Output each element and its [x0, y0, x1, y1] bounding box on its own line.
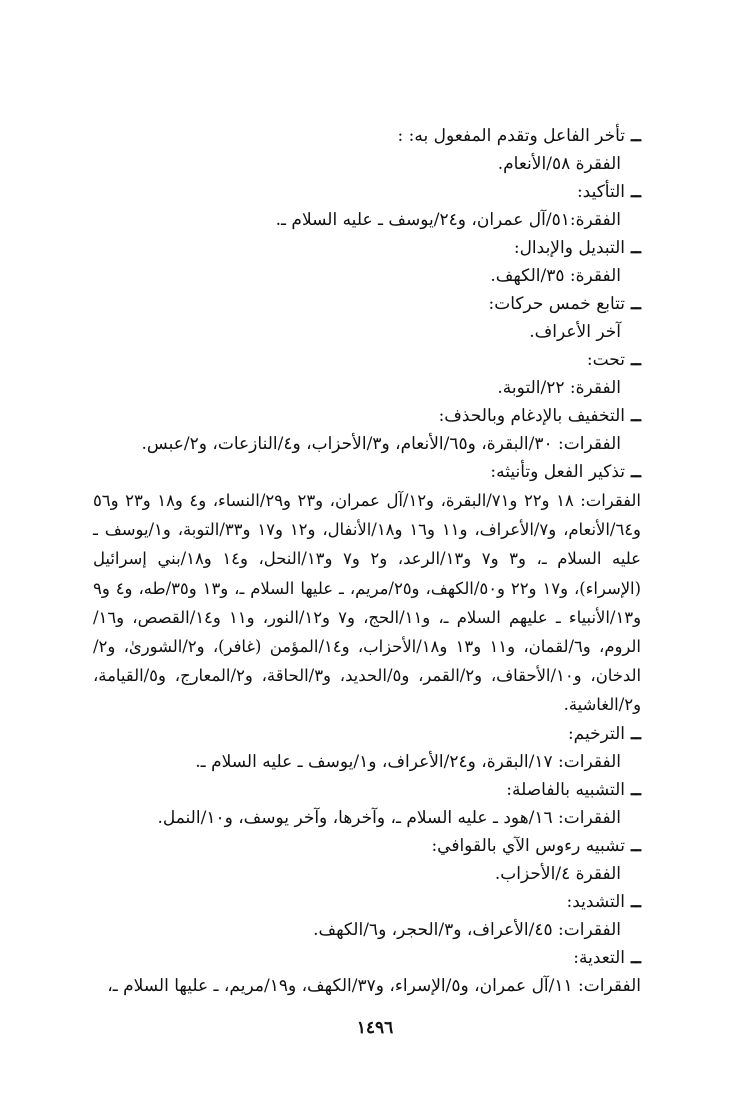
entry-heading-text: تشبيه رءوس الآي بالقوافي:: [431, 835, 626, 856]
index-entry: [93, 346, 641, 402]
entry-heading: [93, 888, 641, 916]
entry-heading: [93, 832, 641, 860]
index-entry: [93, 234, 641, 290]
entry-reference: الفقرات: ١١/آل عمران، و٥/الإسراء، و٣٧/الكهف، و١٩/مريم، ـ عليها السلام ـ،: [107, 975, 641, 996]
dash-bullet: ــ: [631, 350, 641, 370]
dash-bullet: ــ: [631, 779, 641, 800]
entry-reference: الفقرة:٥١/آل عمران، و٢٤/يوسف ـ عليه السلام ـ.: [275, 210, 621, 230]
index-entry: [93, 402, 641, 458]
index-entry: [93, 888, 641, 944]
entry-heading: [93, 346, 641, 374]
index-entry: [93, 832, 641, 888]
entry-heading: [93, 720, 641, 748]
dash-bullet: ــ: [631, 182, 641, 202]
entry-heading: [93, 776, 641, 804]
entry-heading-text: التخفيف بالإدغام وبالحذف:: [438, 406, 626, 426]
entry-heading: [93, 234, 641, 262]
entry-reference: آخر الأعراف.: [529, 322, 621, 342]
dash-bullet: ــ: [631, 238, 641, 258]
dash-bullet: ــ: [631, 891, 641, 912]
dash-bullet: ــ: [631, 947, 641, 968]
page-number: ١٤٩٦: [356, 1018, 394, 1038]
entry-heading: [93, 290, 641, 318]
entry-heading: [93, 122, 641, 150]
entry-heading-text: تذكير الفعل وتأنيثه:: [490, 462, 626, 482]
entry-reference: الفقرات: ١٦/هود ـ عليه السلام ـ، وآخرها، وآخر يوسف، و١٠/النمل.: [157, 807, 621, 828]
index-entry: [93, 776, 641, 832]
index-entries: [93, 122, 641, 1000]
index-entry: [93, 122, 641, 178]
dash-bullet: ــ: [631, 126, 641, 146]
entry-reference: الفقرة: ٢٢/التوبة.: [497, 378, 621, 398]
dash-bullet: ــ: [631, 462, 641, 482]
index-entry: [93, 178, 641, 234]
dash-bullet: ــ: [631, 835, 641, 856]
entry-heading: [93, 458, 641, 486]
entry-reference: الفقرات: ٣٠/البقرة، و٦٥/الأنعام، و٣/الأحزاب، و٤/النازعات، و٢/عبس.: [141, 434, 621, 454]
entry-heading: [93, 402, 641, 430]
dash-bullet: ــ: [631, 406, 641, 426]
entry-heading-text: الترخيم:: [567, 723, 626, 744]
entry-heading-text: التأكيد:: [576, 182, 626, 202]
dash-bullet: ــ: [631, 294, 641, 314]
entry-heading-text: تحت:: [586, 350, 626, 370]
entry-heading-text: التشديد:: [566, 891, 626, 912]
entry-heading-text: تتابع خمس حركات:: [488, 294, 626, 314]
entry-heading: [93, 944, 641, 972]
entry-reference: الفقرات: ١٧/البقرة، و٢٤/الأعراف، و١/يوسف ـ عليه السلام ـ.: [195, 751, 621, 772]
entry-reference: الفقرات: ٤٥/الأعراف، و٣/الحجر، و٦/الكهف.: [313, 919, 621, 940]
index-entry: [93, 944, 641, 1000]
entry-heading: [93, 178, 641, 206]
entry-reference: الفقرة: ٣٥/الكهف.: [490, 266, 621, 286]
entry-reference: الفقرة ٥٨/الأنعام.: [497, 154, 621, 174]
entry-heading-text: تأخر الفاعل وتقدم المفعول به: :: [397, 126, 626, 146]
entry-heading-text: التبديل والإبدال:: [513, 238, 626, 258]
index-entry: [93, 720, 641, 776]
entry-heading-text: التعدية:: [573, 947, 626, 968]
entry-heading-text: التشبيه بالفاصلة:: [506, 779, 626, 800]
dash-bullet: ــ: [631, 723, 641, 744]
entry-reference-paragraph: الفقرات: ١٨ و٢٢ و٧١/البقرة، و١٢/آل عمران، و٢٣ و٢٩/النساء، و٤ و١٨ و٢٣ و٥٦ و٦٤/الأنعام، و٧/الأعراف، و١١ و١٦ و١٨/الأنفال، و١٢ و١٧ و٣٣/التوبة، و١/يوسف ـ عليه السلام ـ، و٣ و٧ و١٣/الرعد، و٢ و٧ و١٣/النحل، و١٤ و١٨/بني إسرائيل (الإسراء)، و١٧ و٢٢ و٥٠/الكهف، و٢٥/مريم، ـ عليها السلام ـ، و١٣ و٣٥/طه، و٤ و٩ و١٣/الأنبياء ـ عليهم السلام ـ، و١١/الحج، و٧ و١٢/النور، و١١ و١٤/القصص، و١٦/الروم، و٦/لقمان، و١١ و١٣ و١٨/الأحزاب، و١٤/المؤمن (غافر)، و٢/الشورىٰ، و٢/الدخان، و١٠/الأحقاف، و٢/القمر، و٥/الحديد، و٣/الحاقة، و٢/المعارج، و٥/القيامة، و٢/الغاشية.: [93, 491, 642, 715]
entry-reference: الفقرة ٤/الأحزاب.: [494, 863, 621, 884]
index-entry: [93, 290, 641, 346]
index-entry: [93, 458, 641, 720]
